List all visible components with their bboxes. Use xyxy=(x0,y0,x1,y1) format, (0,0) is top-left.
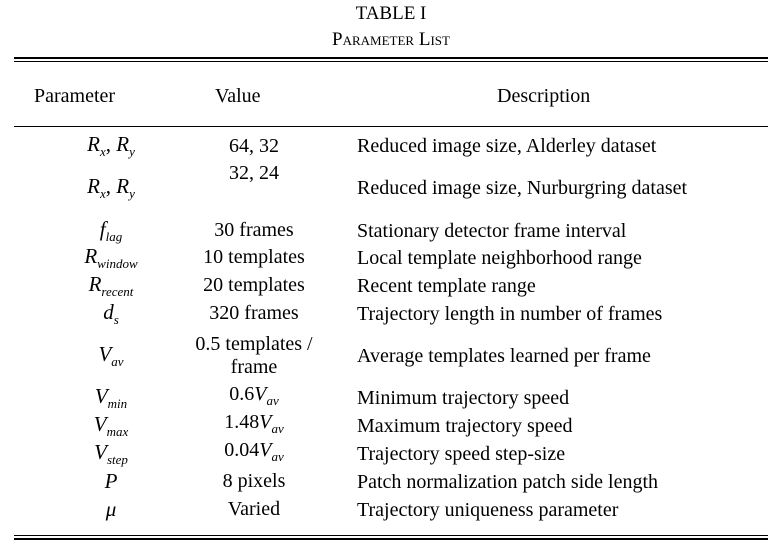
param-cell: $R_x$, $R_y$ xyxy=(87,132,135,159)
value-cell: $1.48V_{av}$ xyxy=(224,411,284,436)
param-cell: $f_{lag}$ xyxy=(99,216,123,244)
table-row xyxy=(14,133,768,159)
description-cell: Reduced image size, Nurburgring dataset xyxy=(357,177,688,199)
param-cell: μ xyxy=(105,497,117,521)
top-rule-thin xyxy=(14,61,768,62)
value-cell: 320 frames xyxy=(209,302,299,324)
header-value: Value xyxy=(215,85,261,107)
param-cell: $V_{av}$ xyxy=(98,342,124,369)
value-cell: 20 templates xyxy=(203,274,305,296)
description-cell: Patch normalization patch side length xyxy=(357,470,659,493)
value-cell: 30 frames xyxy=(214,219,294,241)
param-cell: $V_{min}$ xyxy=(94,383,128,411)
value-cell: 8 pixels xyxy=(222,470,286,492)
param-cell: $V_{step}$ xyxy=(94,439,128,467)
description-cell: Maximum trajectory speed xyxy=(357,414,573,437)
param-cell: P xyxy=(104,469,118,493)
header-rule xyxy=(14,126,768,127)
value-cell: $0.04V_{av}$ xyxy=(224,439,284,464)
bottom-rule-thick xyxy=(14,538,768,540)
table-row xyxy=(14,441,768,466)
value-cell: $0.6V_{av}$ xyxy=(229,383,279,408)
table-row xyxy=(14,413,768,438)
value-cell: 0.5 templates / frame xyxy=(195,333,313,378)
header-description: Description xyxy=(497,85,591,107)
table-title: Parameter List xyxy=(332,29,450,50)
table-row xyxy=(14,160,768,216)
table-row xyxy=(14,385,768,410)
description-cell: Reduced image size, Alderley dataset xyxy=(357,135,657,157)
description-cell: Trajectory length in number of frames xyxy=(357,302,663,325)
table-row xyxy=(14,497,768,522)
description-cell: Local template neighborhood range xyxy=(357,246,642,269)
value-cell: 32, 24 xyxy=(229,162,279,184)
description-cell: Minimum trajectory speed xyxy=(357,386,570,409)
param-cell: $R_x$, $R_y$ xyxy=(87,174,135,201)
description-cell: Recent template range xyxy=(357,274,536,297)
param-cell: $V_{max}$ xyxy=(93,411,129,439)
description-cell: Stationary detector frame interval xyxy=(357,219,627,242)
value-cell: Varied xyxy=(227,498,281,520)
table-row xyxy=(14,469,768,494)
table-row xyxy=(14,245,768,270)
param-cell: $d_s$ xyxy=(103,299,119,327)
value-cell: 64, 32 xyxy=(229,134,279,157)
param-cell: $R_{window}$ xyxy=(84,243,138,271)
top-rule-thick xyxy=(14,57,768,59)
description-cell: Trajectory speed step-size xyxy=(357,442,566,465)
table-row xyxy=(14,218,768,243)
table-row xyxy=(14,273,768,298)
table-row xyxy=(14,329,768,383)
param-cell: $R_{recent}$ xyxy=(88,271,134,299)
value-cell: 10 templates xyxy=(203,246,305,268)
bottom-rule-thin xyxy=(14,535,768,536)
table-number: TABLE I xyxy=(355,3,427,24)
header-parameter: Parameter xyxy=(34,85,116,107)
table-row xyxy=(14,301,768,326)
description-cell: Average templates learned per frame xyxy=(357,345,651,367)
description-cell: Trajectory uniqueness parameter xyxy=(357,498,619,521)
